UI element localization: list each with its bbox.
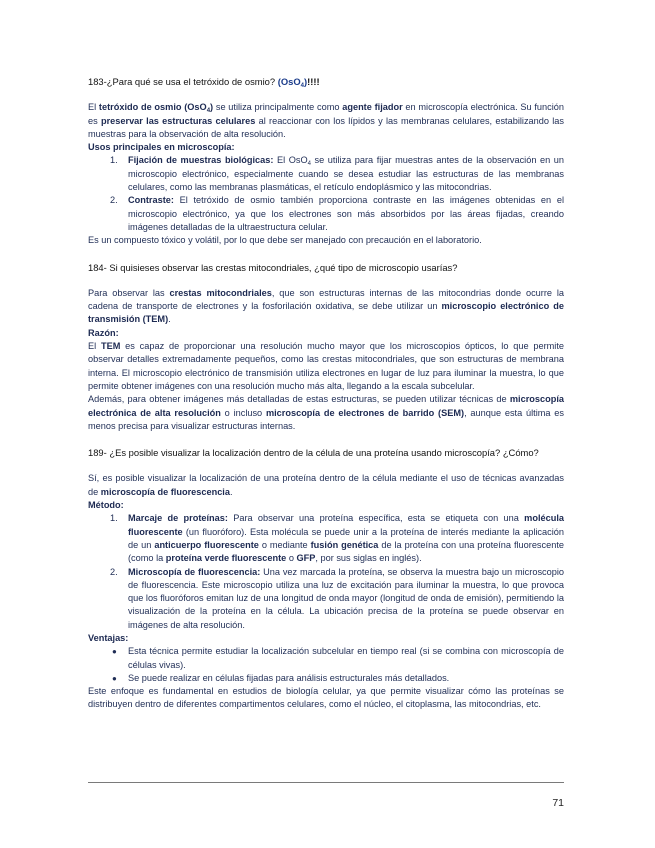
answer-183-closing: Es un compuesto tóxico y volátil, por lo que debe ser manejado con precaución en el laboratorio. (88, 235, 482, 246)
question-189: 189- ¿Es posible visualizar la localización dentro de la célula de una proteína usando microscopía? ¿Cómo? (88, 447, 539, 459)
numbered-item: 1. Marcaje de proteínas: Para observar una proteína específica, esta se etiqueta con una molécula fluorescente (un fluoróforo). Esta molécula se puede unir a la proteína de interés mediante la aplicación de un anticuerpo fluorescente o mediante fusión genética de la proteína con una proteína fluorescente (como la proteína verde fluorescente o GFP, por sus siglas en inglés). (110, 513, 564, 564)
reason-label: Razón: (88, 327, 119, 338)
answer-183-intro: El tetróxido de osmio (OsO$_4$) se utiliza principalmente como agente fijador en microscopía electrónica. Su función es preservar las estructuras celulares al reaccionar con los lípidos y las membranas celulares, estabilizando las muestras para la observación de alta resolución. (88, 102, 564, 139)
page-number: 71 (552, 797, 564, 809)
bold-span: tetróxido de osmio (OsO (98, 102, 207, 113)
bold-span: preservar las estructuras celulares (100, 115, 256, 126)
item-number: 1. (110, 155, 118, 166)
advantages-label: Ventajas: (88, 632, 129, 643)
bold-span: microscopía de fluorescencia (100, 486, 230, 497)
question-184: 184- Si quisieses observar las crestas mitocondriales, ¿qué tipo de microscopio usarías? (88, 261, 458, 273)
bold-span: anticuerpo fluorescente (154, 539, 259, 550)
uses-list (88, 154, 564, 234)
item-number: 2. (110, 566, 118, 577)
bold-span: microscopía de electrones de barrido (SEM) (265, 407, 465, 418)
document-page (88, 75, 564, 712)
item-number: 2. (110, 195, 118, 206)
bullet-icon: ● (112, 673, 117, 683)
bold-span: crestas mitocondriales (169, 287, 272, 298)
bold-span: microscopio electrónico de transmisión (TEM) (88, 301, 564, 325)
bullet-item: ● Se puede realizar en células fijadas para análisis estructurales más detallados. (88, 672, 564, 685)
answer-184-extra: Además, para obtener imágenes más detalladas de estas estructuras, se pueden utilizar técnicas de microscopía electrónica de alta resolución o incluso microscopía de electrones de barrido (SEM), aunque esta última es menos precisa para visualizar estructuras internas. (88, 394, 565, 431)
method-label: Método: (88, 500, 124, 511)
answer-189-closing: Este enfoque es fundamental en estudios de biología celular, ya que permite visualizar cómo las proteínas se distribuyen dentro de diferentes compartimentos celulares, como el núcleo, el citoplasma, las mitocondrias, etc. (88, 686, 564, 710)
item-number: 1. (110, 513, 118, 524)
answer-184-intro: Para observar las crestas mitocondriales, que son estructuras internas de las mitocondrias donde ocurre la cadena de transporte de electrones y la fosforilación oxidativa, se debe utilizar un microscopio electrónico de transmisión (TEM). (88, 287, 564, 325)
method-list (88, 512, 564, 632)
bold-span: Fijación de muestras biológicas: (128, 155, 274, 166)
bullet-icon: ● (112, 647, 117, 657)
bold-span: molécula fluorescente (128, 513, 564, 537)
answer-189-intro: Sí, es posible visualizar la localización de una proteína dentro de la célula mediante el uso de técnicas avanzadas de microscopía de fluorescencia. (88, 473, 564, 497)
bold-span: GFP (296, 553, 316, 564)
numbered-item: 1. Fijación de muestras biológicas: El OsO$_4$ se utiliza para fijar muestras antes de la observación en un microscopio electrónico, especialmente cuando se desea estudiar las estructuras de las membranas celulares, como las membranas plasmáticas, el retículo endoplásmico y las mitocondrias. (110, 155, 564, 193)
bold-span: Microscopía de fluorescencia: (128, 566, 261, 577)
bold-span: TEM (100, 341, 121, 352)
bold-span: proteína verde fluorescente (165, 553, 287, 564)
question-183: 183-¿Para qué se usa el tetróxido de osmio? (OsO$_4$)!!!! (88, 76, 320, 89)
bold-span: ) (210, 102, 214, 113)
bold-subscript: 4 (206, 108, 211, 115)
answer-184-reason: El TEM es capaz de proporcionar una resolución mucho mayor que los microscopios ópticos, lo que permite observar detalles extremadamente pequeños, como las crestas mitocondriales, que son estructuras de membrana interna. El microscopio electrónico de transmisión utiliza electrones en lugar de luz para iluminar la muestra, lo que permite obtener imágenes con una resolución mucho más alta, llegando a la escala subcelular. (88, 341, 564, 391)
bold-span: agente fijador (342, 102, 403, 113)
bold-span: Marcaje de proteínas: (128, 513, 228, 524)
bold-span: microscopía electrónica de alta resolución (88, 394, 564, 418)
advantages-list (88, 645, 564, 685)
bold-span: Contraste: (128, 195, 174, 206)
osmium-formula: (OsO$_4$) (277, 76, 308, 89)
bullet-item: ● Esta técnica permite estudiar la localización subcelular en tiempo real (si se combina con microscopía de células vivas). (112, 646, 564, 670)
numbered-item: 2. Contraste: El tetróxido de osmio también proporciona contraste en las imágenes obtenidas en el microscopio electrónico, ya que los electrones son más absorbidos por las áreas fijadas, creando imágenes detalladas de la ultraestructura celular. (110, 195, 564, 232)
numbered-item: 2. Microscopía de fluorescencia: Una vez marcada la proteína, se observa la muestra bajo un microscopio de fluorescencia. Este microscopio utiliza una luz de excitación para iluminar la muestra, lo que provoca que los fluoróforos emitan luz de una longitud de onda mayor (longitud de onda de emisión), permitiendo la visualización de la proteína en la célula. La ubicación precisa de la proteína se puede observar en imágenes de alta resolución. (110, 566, 565, 630)
bold-span: fusión genética (310, 539, 379, 550)
uses-label: Usos principales en microscopía: (88, 142, 235, 153)
footer-rule (88, 782, 564, 783)
subscript: 4 (307, 161, 311, 168)
